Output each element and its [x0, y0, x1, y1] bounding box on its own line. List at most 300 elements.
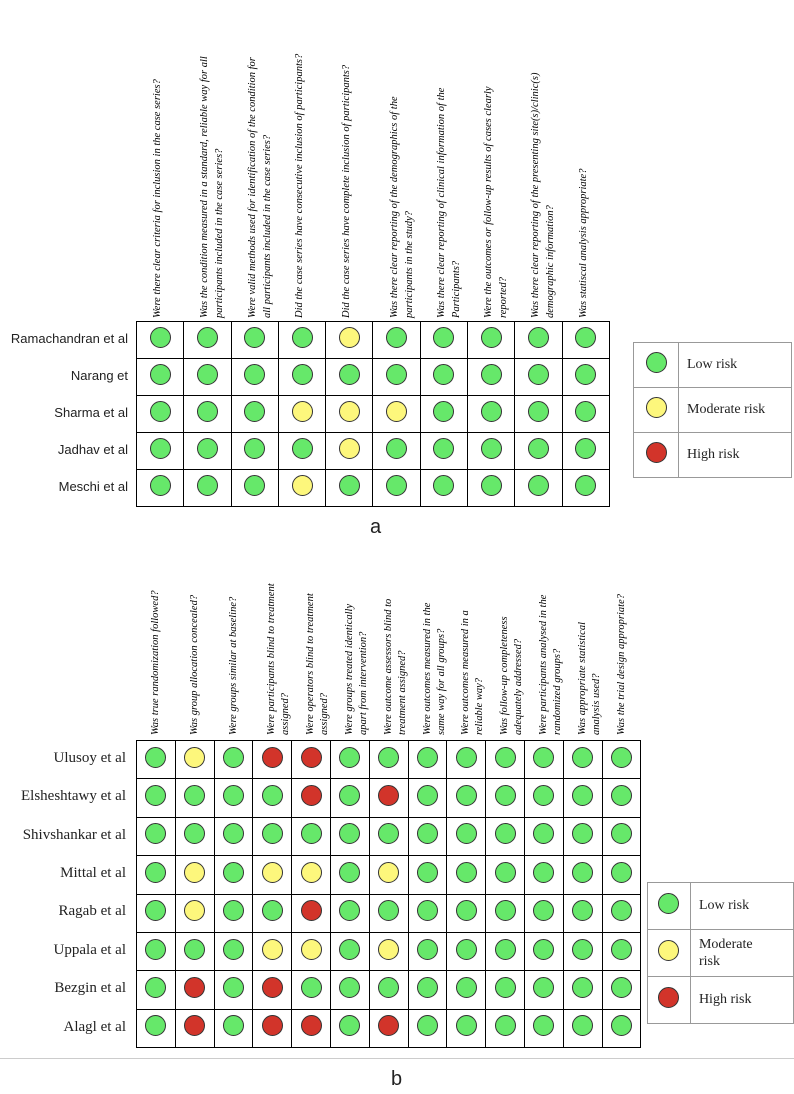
- risk-low-dot: [417, 1015, 438, 1036]
- risk-low-dot: [572, 823, 593, 844]
- rating-cell: [214, 971, 253, 1009]
- rating-cell: [562, 396, 609, 433]
- risk-moderate-dot: [184, 900, 205, 921]
- risk-low-dot: [339, 900, 360, 921]
- question-label: assigned?: [319, 693, 331, 735]
- rating-cell: [602, 1009, 641, 1047]
- legend: [647, 882, 794, 1024]
- risk-low-dot: [495, 823, 516, 844]
- rating-cell: [563, 1009, 602, 1047]
- risk-moderate-dot: [262, 939, 283, 960]
- rating-cell: [253, 971, 292, 1009]
- rating-cell: [486, 741, 525, 779]
- rating-cell: [137, 971, 176, 1009]
- risk-low-dot: [528, 401, 549, 422]
- risk-low-dot: [417, 785, 438, 806]
- risk-low-dot: [495, 939, 516, 960]
- rating-cell: [330, 779, 369, 817]
- risk-low-dot: [150, 364, 171, 385]
- rating-cell: [420, 396, 467, 433]
- risk-high-dot: [301, 1015, 322, 1036]
- risk-low-dot: [378, 747, 399, 768]
- rating-cell: [137, 1009, 176, 1047]
- risk-high-dot: [262, 977, 283, 998]
- rating-cell: [330, 817, 369, 855]
- table-row: [137, 396, 610, 433]
- legend-swatch-cell: [648, 883, 691, 930]
- legend-row: [634, 433, 792, 478]
- rating-cell: [408, 894, 447, 932]
- question-label: reliable way?: [474, 677, 486, 735]
- rating-cell: [420, 433, 467, 470]
- legend-swatch-cell: [634, 433, 679, 478]
- question-label: Were outcomes measured in the: [421, 602, 433, 735]
- rating-cell: [326, 433, 373, 470]
- question-label: Was group allocation concealed?: [188, 594, 200, 735]
- risk-low-dot: [481, 327, 502, 348]
- risk-low-dot: [150, 401, 171, 422]
- risk-low-dot: [611, 862, 632, 883]
- risk-low-dot: [533, 862, 554, 883]
- risk-low-dot: [495, 785, 516, 806]
- rating-cell: [524, 817, 563, 855]
- risk-moderate-dot: [292, 401, 313, 422]
- risk-low-dot: [184, 823, 205, 844]
- risk-low-dot: [223, 1015, 244, 1036]
- rating-cell: [253, 817, 292, 855]
- risk-low-dot: [611, 977, 632, 998]
- risk-low-dot: [495, 900, 516, 921]
- rating-cell: [175, 817, 214, 855]
- legend-label: [690, 977, 793, 1024]
- rating-cell: [562, 470, 609, 507]
- legend-swatch-cell: [648, 930, 691, 977]
- rating-cell: [602, 779, 641, 817]
- question-label: Were the outcomes or follow-up results of cases clearly: [483, 86, 495, 318]
- risk-low-dot: [339, 823, 360, 844]
- risk-low-dot: [433, 327, 454, 348]
- rating-cell: [292, 856, 331, 894]
- risk-low-dot: [197, 475, 218, 496]
- question-label: same way for all groups?: [435, 628, 447, 735]
- risk-low-dot: [197, 401, 218, 422]
- risk-moderate-dot: [339, 438, 360, 459]
- rating-cell: [278, 359, 325, 396]
- rating-cell: [137, 359, 184, 396]
- rating-cell: [562, 359, 609, 396]
- rating-cell: [253, 1009, 292, 1047]
- rating-cell: [326, 470, 373, 507]
- risk-low-dot: [572, 1015, 593, 1036]
- question-label: randomized groups?: [552, 648, 563, 735]
- rating-cell: [515, 359, 562, 396]
- risk-low-dot: [301, 823, 322, 844]
- risk-moderate-dot: [301, 939, 322, 960]
- rating-cell: [330, 932, 369, 970]
- risk-low-dot: [456, 747, 477, 768]
- risk-low-dot: [433, 438, 454, 459]
- risk-low-dot: [197, 364, 218, 385]
- risk-low-dot: [481, 364, 502, 385]
- rating-cell: [137, 470, 184, 507]
- risk-high-dot: [262, 1015, 283, 1036]
- risk-low-dot: [145, 939, 166, 960]
- risk-low-dot: [572, 862, 593, 883]
- rating-cell: [292, 932, 331, 970]
- rating-cell: [214, 817, 253, 855]
- rating-cell: [369, 741, 408, 779]
- risk-low-dot: [495, 1015, 516, 1036]
- table-row: [137, 856, 641, 894]
- rating-cell: [214, 932, 253, 970]
- rating-cell: [524, 932, 563, 970]
- rating-cell: [563, 894, 602, 932]
- rating-cell: [214, 779, 253, 817]
- legend-label: [690, 883, 793, 930]
- rating-cell: [330, 971, 369, 1009]
- study-name: Meschi et al: [58, 479, 128, 494]
- legend-label-line: High risk: [687, 447, 740, 463]
- risk-low-dot: [528, 327, 549, 348]
- legend-label: [679, 433, 792, 478]
- risk-low-dot: [528, 475, 549, 496]
- risk-low-dot: [197, 327, 218, 348]
- risk-low-dot: [197, 438, 218, 459]
- risk-low-dot: [433, 475, 454, 496]
- rating-cell: [515, 322, 562, 359]
- legend-label-line: Low risk: [687, 357, 738, 373]
- risk-low-dot: [378, 977, 399, 998]
- question-label: Were groups treated identically: [344, 603, 355, 735]
- rating-cell: [373, 359, 420, 396]
- risk-low-dot: [145, 977, 166, 998]
- question-label: Were participants blind to treatment: [266, 583, 278, 735]
- question-label: analysis used?: [590, 673, 602, 735]
- risk-low-dot: [386, 438, 407, 459]
- risk-low-dot: [145, 1015, 166, 1036]
- risk-grid: [136, 740, 641, 1048]
- rating-cell: [330, 894, 369, 932]
- risk-high-dot: [301, 747, 322, 768]
- rating-cell: [524, 894, 563, 932]
- table-row: [137, 971, 641, 1009]
- study-name: Ulusoy et al: [53, 749, 126, 766]
- legend-label-line: High risk: [698, 992, 752, 1008]
- legend-label-line: risk: [698, 954, 720, 969]
- legend-low-dot: [646, 352, 667, 373]
- table-row: [137, 817, 641, 855]
- risk-low-dot: [223, 862, 244, 883]
- risk-low-dot: [145, 862, 166, 883]
- risk-low-dot: [417, 977, 438, 998]
- risk-moderate-dot: [378, 862, 399, 883]
- rating-cell: [369, 932, 408, 970]
- legend-label-line: Moderate: [698, 936, 753, 952]
- risk-low-dot: [292, 364, 313, 385]
- risk-low-dot: [572, 939, 593, 960]
- risk-moderate-dot: [339, 401, 360, 422]
- rating-cell: [408, 932, 447, 970]
- rating-cell: [420, 322, 467, 359]
- rating-cell: [175, 1009, 214, 1047]
- rating-cell: [184, 470, 231, 507]
- risk-low-dot: [611, 1015, 632, 1036]
- risk-low-dot: [223, 747, 244, 768]
- table-row: [137, 741, 641, 779]
- question-label: Were groups similar at baseline?: [227, 596, 239, 735]
- question-label: reported?: [498, 276, 510, 318]
- risk-low-dot: [533, 1015, 554, 1036]
- rating-cell: [486, 779, 525, 817]
- rating-cell: [408, 817, 447, 855]
- table-row: [137, 359, 610, 396]
- risk-low-dot: [150, 475, 171, 496]
- risk-low-dot: [339, 475, 360, 496]
- risk-low-dot: [378, 900, 399, 921]
- question-label: Was appropriate statistical: [576, 622, 588, 735]
- rating-cell: [137, 396, 184, 433]
- rating-cell: [137, 433, 184, 470]
- study-name: Uppala et al: [53, 941, 126, 958]
- rating-cell: [563, 817, 602, 855]
- table-row: [137, 433, 610, 470]
- rating-cell: [369, 817, 408, 855]
- risk-low-dot: [301, 977, 322, 998]
- rating-cell: [468, 396, 515, 433]
- risk-low-dot: [339, 1015, 360, 1036]
- question-label: Did the case series have consecutive inclusion of participants?: [293, 53, 305, 318]
- risk-low-dot: [145, 747, 166, 768]
- legend-label: [679, 343, 792, 388]
- risk-moderate-dot: [292, 475, 313, 496]
- rating-cell: [278, 470, 325, 507]
- rating-cell: [292, 817, 331, 855]
- risk-low-dot: [456, 977, 477, 998]
- rating-cell: [408, 741, 447, 779]
- rating-cell: [486, 817, 525, 855]
- question-label: Was there clear reporting of the presenting site(s)/clinic(s): [530, 72, 542, 318]
- risk-moderate-dot: [262, 862, 283, 883]
- risk-moderate-dot: [386, 401, 407, 422]
- legend: [633, 342, 792, 478]
- rating-cell: [231, 359, 278, 396]
- question-label: Was statiscal analysis appropriate?: [577, 168, 589, 318]
- panel-letter: a: [370, 516, 382, 538]
- risk-low-dot: [262, 785, 283, 806]
- rating-cell: [486, 932, 525, 970]
- study-name: Mittal et al: [60, 864, 126, 881]
- risk-low-dot: [339, 747, 360, 768]
- risk-low-dot: [575, 327, 596, 348]
- risk-low-dot: [611, 823, 632, 844]
- rating-cell: [447, 779, 486, 817]
- risk-low-dot: [417, 747, 438, 768]
- rating-cell: [562, 322, 609, 359]
- study-name: Narang et: [70, 368, 128, 383]
- risk-low-dot: [575, 364, 596, 385]
- legend-row: [648, 883, 794, 930]
- study-name: Sharma et al: [54, 405, 128, 420]
- rating-cell: [369, 779, 408, 817]
- rating-cell: [408, 856, 447, 894]
- table-row: [137, 322, 610, 359]
- risk-high-dot: [378, 785, 399, 806]
- rating-cell: [373, 433, 420, 470]
- rating-cell: [278, 322, 325, 359]
- risk-low-dot: [292, 327, 313, 348]
- risk-low-dot: [244, 364, 265, 385]
- rating-cell: [253, 894, 292, 932]
- risk-low-dot: [223, 939, 244, 960]
- risk-low-dot: [223, 823, 244, 844]
- risk-low-dot: [378, 823, 399, 844]
- risk-low-dot: [495, 862, 516, 883]
- legend-row: [634, 388, 792, 433]
- question-label: apart from intervention?: [358, 631, 369, 735]
- risk-low-dot: [339, 939, 360, 960]
- rating-cell: [231, 322, 278, 359]
- risk-low-dot: [417, 900, 438, 921]
- legend-label-line: Low risk: [698, 898, 750, 914]
- rating-cell: [468, 359, 515, 396]
- rating-cell: [253, 741, 292, 779]
- risk-low-dot: [150, 327, 171, 348]
- risk-low-dot: [456, 900, 477, 921]
- rating-cell: [330, 741, 369, 779]
- question-label: Was the trial design appropriate?: [615, 594, 627, 735]
- risk-low-dot: [611, 785, 632, 806]
- rating-cell: [563, 971, 602, 1009]
- risk-low-dot: [456, 939, 477, 960]
- risk-low-dot: [184, 939, 205, 960]
- risk-low-dot: [572, 977, 593, 998]
- risk-low-dot: [495, 977, 516, 998]
- rating-cell: [292, 741, 331, 779]
- rating-cell: [420, 359, 467, 396]
- risk-moderate-dot: [301, 862, 322, 883]
- question-label: participants in the study?: [403, 210, 415, 318]
- risk-low-dot: [575, 401, 596, 422]
- legend-label: [690, 930, 793, 977]
- study-name: Ragab et al: [58, 903, 126, 920]
- risk-moderate-dot: [184, 747, 205, 768]
- question-label: Was there clear reporting of the demographics of the: [388, 96, 400, 318]
- risk-low-dot: [533, 977, 554, 998]
- legend-moderate-dot: [658, 940, 679, 961]
- rating-cell: [292, 1009, 331, 1047]
- risk-low-dot: [417, 939, 438, 960]
- risk-high-dot: [378, 1015, 399, 1036]
- rating-cell: [278, 396, 325, 433]
- question-label: Participants?: [450, 260, 462, 318]
- rating-cell: [253, 932, 292, 970]
- risk-low-dot: [481, 401, 502, 422]
- legend-high-dot: [658, 987, 679, 1008]
- risk-low-dot: [223, 785, 244, 806]
- table-row: [137, 894, 641, 932]
- risk-high-dot: [184, 977, 205, 998]
- rating-cell: [184, 359, 231, 396]
- risk-high-dot: [184, 1015, 205, 1036]
- question-label: Were operators blind to treatment: [305, 593, 317, 735]
- risk-low-dot: [533, 939, 554, 960]
- rating-cell: [292, 971, 331, 1009]
- study-name: Elsheshtawy et al: [21, 788, 126, 805]
- rating-cell: [602, 856, 641, 894]
- rating-cell: [563, 856, 602, 894]
- rating-cell: [369, 1009, 408, 1047]
- rating-cell: [253, 779, 292, 817]
- rating-cell: [253, 856, 292, 894]
- risk-low-dot: [533, 900, 554, 921]
- risk-low-dot: [572, 900, 593, 921]
- rating-cell: [486, 1009, 525, 1047]
- risk-low-dot: [456, 823, 477, 844]
- risk-low-dot: [533, 823, 554, 844]
- rating-cell: [175, 932, 214, 970]
- rating-cell: [524, 779, 563, 817]
- legend-row: [648, 977, 794, 1024]
- risk-low-dot: [533, 747, 554, 768]
- rating-cell: [408, 779, 447, 817]
- question-label: treatment assigned?: [396, 650, 408, 735]
- rating-cell: [515, 433, 562, 470]
- risk-moderate-dot: [378, 939, 399, 960]
- legend-label: [679, 388, 792, 433]
- rating-cell: [468, 322, 515, 359]
- risk-low-dot: [386, 364, 407, 385]
- risk-low-dot: [145, 900, 166, 921]
- question-label: Were outcome assessors blind to: [382, 598, 394, 735]
- rating-cell: [326, 396, 373, 433]
- risk-low-dot: [339, 977, 360, 998]
- rating-cell: [373, 396, 420, 433]
- question-label: Was true randomization followed?: [150, 590, 161, 735]
- risk-low-dot: [481, 438, 502, 459]
- rating-cell: [447, 932, 486, 970]
- question-label: assigned?: [280, 693, 292, 735]
- rating-cell: [330, 856, 369, 894]
- rating-cell: [231, 470, 278, 507]
- risk-grid: [136, 321, 610, 507]
- question-label: participants included in the case series?: [214, 148, 226, 318]
- risk-low-dot: [339, 364, 360, 385]
- risk-low-dot: [611, 747, 632, 768]
- study-name: Shivshankar et al: [22, 826, 126, 843]
- rating-cell: [524, 856, 563, 894]
- risk-high-dot: [301, 785, 322, 806]
- rating-cell: [231, 396, 278, 433]
- rating-cell: [524, 971, 563, 1009]
- risk-low-dot: [244, 438, 265, 459]
- legend-low-dot: [658, 893, 679, 914]
- risk-low-dot: [572, 747, 593, 768]
- question-label: Were outcomes measured in a: [460, 610, 472, 735]
- rating-cell: [292, 894, 331, 932]
- rating-cell: [326, 322, 373, 359]
- rating-cell: [231, 433, 278, 470]
- legend-high-dot: [646, 442, 667, 463]
- rating-cell: [563, 779, 602, 817]
- rating-cell: [524, 741, 563, 779]
- rating-cell: [175, 971, 214, 1009]
- risk-low-dot: [533, 785, 554, 806]
- risk-low-dot: [575, 475, 596, 496]
- rating-cell: [515, 396, 562, 433]
- rating-cell: [175, 856, 214, 894]
- rating-cell: [214, 741, 253, 779]
- risk-low-dot: [572, 785, 593, 806]
